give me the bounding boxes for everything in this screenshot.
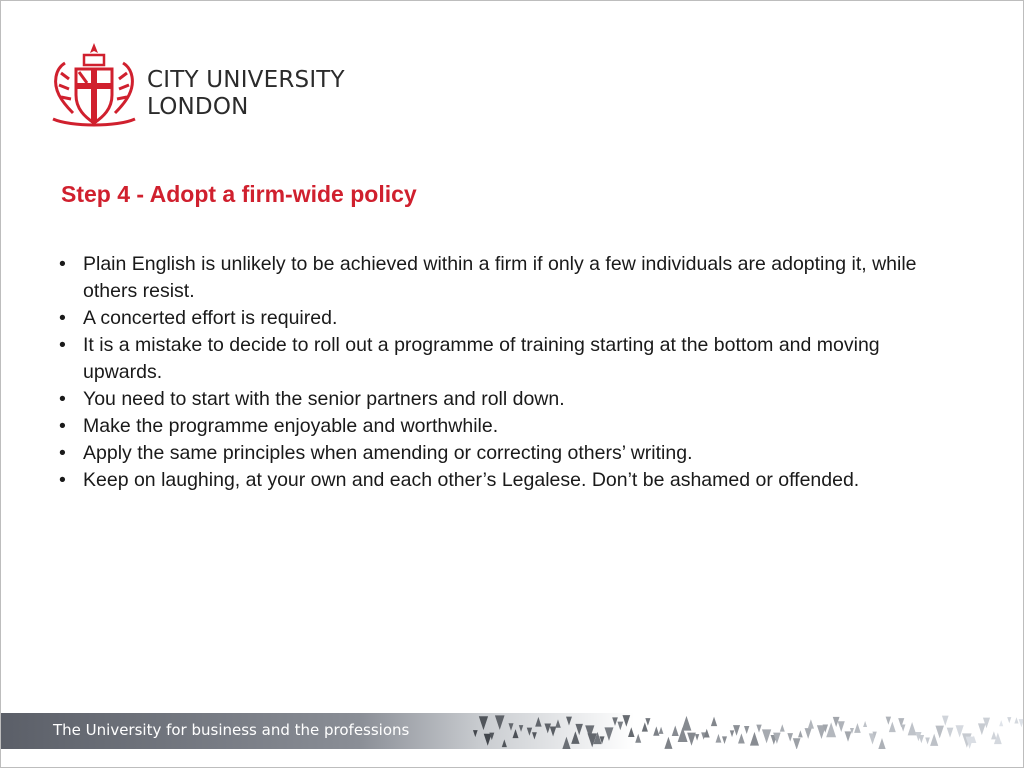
logo-line-2: LONDON <box>147 94 249 120</box>
pattern-triangle <box>999 720 1003 726</box>
pattern-triangle <box>571 731 579 744</box>
pattern-triangle <box>544 723 551 733</box>
bullet-icon: • <box>59 469 66 491</box>
pattern-triangle <box>901 725 906 732</box>
pattern-triangle <box>863 721 867 727</box>
pattern-triangle <box>1007 717 1011 723</box>
pattern-triangle <box>642 722 648 731</box>
pattern-triangle <box>1014 717 1018 723</box>
pattern-triangle <box>925 737 930 744</box>
pattern-triangle <box>780 724 785 731</box>
bullet-text: It is a mistake to decide to roll out a programme of training starting at the bottom and moving upwards. <box>83 334 880 383</box>
pattern-triangle <box>695 734 699 740</box>
pattern-triangle <box>622 715 630 727</box>
pattern-triangle <box>566 717 572 726</box>
pattern-triangle <box>808 719 814 728</box>
list-item <box>59 467 949 494</box>
university-crest-icon <box>51 39 137 129</box>
pattern-triangle <box>756 725 761 733</box>
pattern-triangle <box>805 728 812 739</box>
pattern-triangle <box>878 738 886 749</box>
pattern-triangle <box>653 726 659 735</box>
pattern-triangle <box>628 727 634 737</box>
pattern-triangle <box>935 726 944 739</box>
pattern-triangle <box>604 727 613 740</box>
pattern-triangle <box>682 716 692 731</box>
bullet-list <box>59 251 949 494</box>
pattern-triangle <box>664 737 672 749</box>
pattern-triangle <box>617 722 623 731</box>
bullet-icon: • <box>59 253 66 275</box>
pattern-triangle <box>635 734 641 743</box>
logo-wordmark <box>147 67 345 121</box>
bullet-icon: • <box>59 415 66 437</box>
pattern-triangle <box>908 722 917 735</box>
pattern-triangle <box>744 726 749 734</box>
pattern-triangle <box>942 716 949 726</box>
pattern-triangle <box>562 737 571 749</box>
pattern-triangle <box>738 733 745 743</box>
pattern-triangle <box>687 733 696 746</box>
pattern-triangle <box>947 728 954 738</box>
pattern-triangle <box>612 717 618 726</box>
pattern-triangle <box>532 732 537 739</box>
pattern-triangle <box>502 739 507 747</box>
pattern-triangle <box>750 732 759 746</box>
pattern-triangle <box>672 725 679 735</box>
pattern-triangle <box>787 733 793 741</box>
bullet-text: Keep on laughing, at your own and each other’s Legalese. Don’t be ashamed or offended. <box>83 469 860 491</box>
pattern-triangle <box>473 730 478 737</box>
pattern-triangle <box>930 734 938 746</box>
bullet-icon: • <box>59 334 66 356</box>
pattern-triangle <box>508 723 513 731</box>
pattern-triangle <box>550 726 557 736</box>
pattern-triangle <box>535 717 541 727</box>
university-logo <box>51 39 381 131</box>
bullet-text: Plain English is unlikely to be achieved within a firm if only a few individuals are adopting it, while others resist. <box>83 253 917 302</box>
list-item <box>59 332 949 386</box>
decorative-pattern-icon <box>471 713 1023 749</box>
pattern-triangle <box>798 730 803 737</box>
pattern-triangle <box>1019 719 1023 727</box>
pattern-triangle <box>513 729 519 738</box>
bullet-text: Make the programme enjoyable and worthwhile. <box>83 415 499 437</box>
pattern-triangle <box>575 724 583 735</box>
list-item <box>59 251 949 305</box>
bullet-icon: • <box>59 442 66 464</box>
footer-bar <box>1 713 1023 749</box>
pattern-triangle <box>956 725 964 737</box>
pattern-triangle <box>716 734 722 743</box>
pattern-triangle <box>762 729 771 743</box>
pattern-triangle <box>711 717 717 727</box>
pattern-triangle <box>919 735 925 743</box>
logo-line-1: CITY UNIVERSITY <box>147 67 345 93</box>
pattern-triangle <box>730 730 735 737</box>
list-item <box>59 305 949 332</box>
pattern-triangle <box>645 718 650 726</box>
slide-title: Step 4 - Adopt a firm-wide policy <box>61 181 417 207</box>
pattern-triangle <box>886 717 891 725</box>
pattern-triangle <box>495 715 505 729</box>
pattern-triangle <box>854 723 861 733</box>
bullet-text: You need to start with the senior partners and roll down. <box>83 388 565 410</box>
bullet-text: A concerted effort is required. <box>83 307 338 329</box>
pattern-triangle <box>978 723 986 735</box>
pattern-triangle <box>793 738 801 749</box>
bullet-text: Apply the same principles when amending or correcting others’ writing. <box>83 442 693 464</box>
pattern-triangle <box>527 728 532 736</box>
pattern-triangle <box>659 727 664 734</box>
list-item <box>59 413 949 440</box>
pattern-triangle <box>519 725 523 732</box>
pattern-triangle <box>479 716 488 730</box>
bullet-icon: • <box>59 307 66 329</box>
pattern-triangle <box>991 731 996 739</box>
pattern-triangle <box>722 736 727 744</box>
bullet-icon: • <box>59 388 66 410</box>
pattern-triangle <box>845 731 852 741</box>
list-item <box>59 440 949 467</box>
pattern-triangle <box>889 722 896 732</box>
pattern-triangle <box>838 721 845 732</box>
list-item <box>59 386 949 413</box>
footer-tagline: The University for business and the professions <box>53 721 410 739</box>
pattern-triangle <box>555 719 561 727</box>
